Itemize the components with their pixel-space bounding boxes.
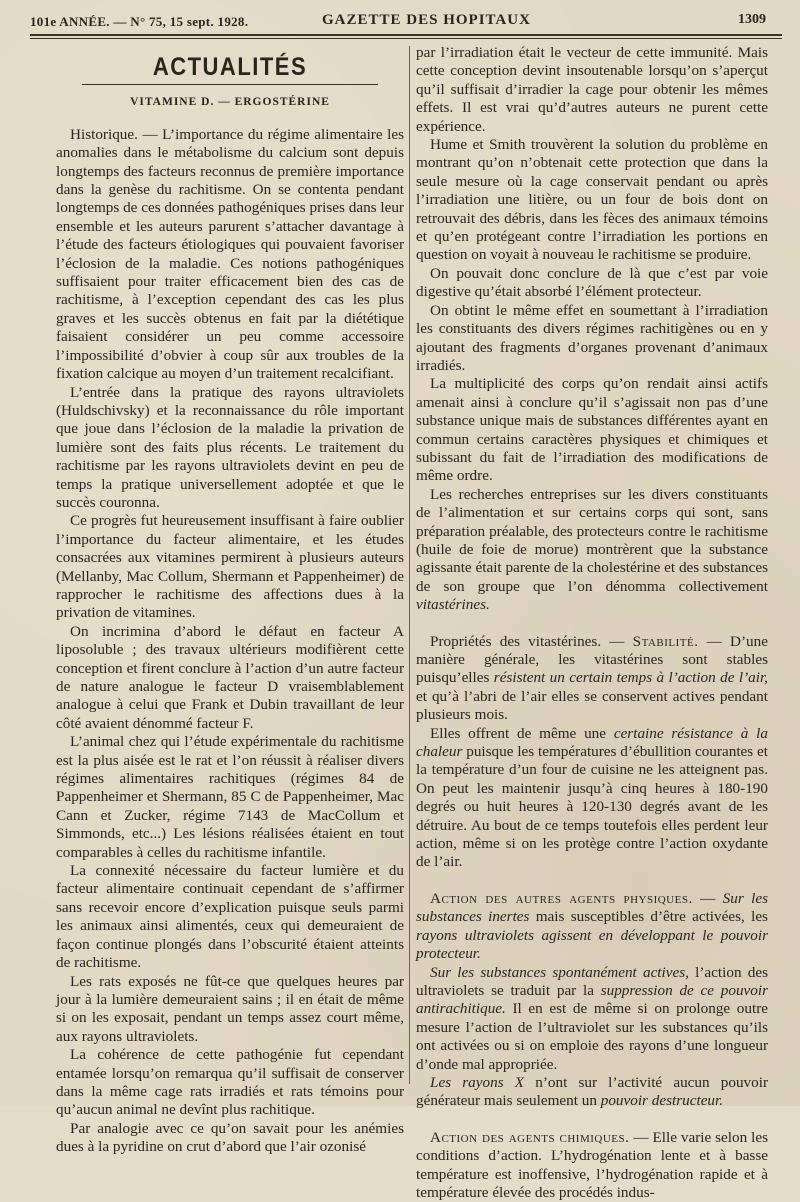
- paragraph: On obtint le même effet en soumettant à l’irradiation les constituants des divers régimes rachitigènes ou en y ajoutant des fragments d’organes provenant d’animaux irradiés.: [416, 301, 768, 374]
- paragraph: [416, 964, 768, 1074]
- paragraph-text: Les recherches entreprises sur les divers constituants de l’alimentation et sur certains corps qui sont, sans préparation préalable, des protecteurs contre le rachitisme (huile de foie de morue) montrèrent que la substance agissante était parente de la cholestérine et des substances de son groupe que l’on dénomma collectivement: [416, 485, 768, 595]
- paragraph: [416, 890, 768, 964]
- paragraph: La cohérence de cette pathogénie fut cependant entamée lorsqu’on remarqua qu’il suffisait de conserver dans la même cage rats irradiés et rats témoins pour qu’aucun animal ne devînt plus rachitique.: [56, 1046, 404, 1119]
- page-header: [30, 6, 782, 34]
- spacer: [416, 615, 768, 633]
- journal-title: GAZETTE DES HOPITAUX: [322, 12, 531, 28]
- paragraph: On incrimina d’abord le défaut en facteur A liposoluble ; des travaux ultérieurs modifièrent cette conception et firent conclure à l’action d’un autre facteur de nature analogue le facteur D vraisemblablement analogue à celui que Frank et Dubin travaillant de leur côté avaient dénommé facteur F.: [56, 622, 404, 732]
- left-column: [56, 44, 404, 1157]
- paragraph: Ce progrès fut heureusement insuffisant à faire oublier l’importance du facteur alimentaire, et les études consacrées aux vitamines permirent à plusieurs auteurs (Mellanby, Mac Collum, Shermann et Pappenheimer) de rapprocher le rachitisme des affections dues à la privation de vitamines.: [56, 512, 404, 622]
- emphasis: Sur les substances inertes: [416, 889, 768, 926]
- right-column: [416, 44, 768, 1202]
- paragraph: [416, 725, 768, 872]
- paragraph: La connexité nécessaire du facteur lumière et du facteur alimentaire continuait cependant de s’affirmer sans recevoir encore d’explication puisque seuls parmi les animaux ainsi alimentés, ceux qui demeuraient de façon continue plongés dans l’obscurité étaient atteints de rachitisme.: [56, 862, 404, 972]
- paragraph-text: Il en est de même si on prolonge outre mesure l’action de l’ultraviolet sur les substances qu’ils ont activées ou si on emploie des rayons d’une longueur d’onde mal appropriée.: [416, 1000, 768, 1073]
- paragraph-text: — Elle varie selon les conditions d’action. L’hydrogénation lente et à basse température est inoffensive, l’hydrogénation rapide et à température élevée des procédés indus-: [416, 1128, 768, 1201]
- paragraph: par l’irradiation était le vecteur de cette immunité. Mais cette conception devint insoutenable lorsqu’on s’aperçut qu’il suffisait d’irradier la cage pour obtenir les mêmes effets. Il est vrai qu’d’autres auteurs ne purent cette expérience.: [416, 44, 768, 135]
- paragraph: [416, 486, 768, 615]
- paragraph: Hume et Smith trouvèrent la solution du problème en montrant qu’on n’obtenait cette protection que dans la seule mesure où la cage conservait pendant ou après l’irradiation une litière, ou un four de bois dont on retrouvait des débris, dans les fèces des animaux témoins et qu’en protégeant contre l’irradiation les portions en question on voyait à nouveau le rachitisme se produire.: [416, 136, 768, 264]
- paragraph: La multiplicité des corps qu’on rendait ainsi actifs amenait ainsi à conclure qu’il s’agissait non pas d’une substance unique mais de substances différentes ayant en commun certains caractères physiques et chimiques et subissant du fait de l’irradiation des modifications de même ordre.: [416, 375, 768, 485]
- header-rule: [30, 34, 782, 36]
- emphasis: certaine résistance à la chaleur: [416, 724, 768, 761]
- paragraph: Les rats exposés ne fût-ce que quelques heures par jour à la lumière demeuraient sains ; il en était de même si on les exposait, pendant un temps assez court même, aux rayons ultraviolets.: [56, 972, 404, 1045]
- emphasis: rayons ultraviolets agissent en développant le pouvoir protecteur.: [416, 926, 768, 963]
- emphasis: suppression de ce pouvoir antirachitique.: [416, 981, 768, 1018]
- section-heading: Action des agents chimiques.: [430, 1128, 630, 1146]
- paragraph-text: n’ont sur l’activité aucun pouvoir générateur mais seulement un: [416, 1073, 769, 1110]
- header-rule-thin: [30, 38, 782, 39]
- paragraph-lead: Historique.: [70, 125, 138, 143]
- spacer: [416, 872, 768, 890]
- paragraph-text: puisque les températures d’ébullition courantes et la température d’un four de cuisine ne les atteignent pas. On peut les maintenir jusqu’à cinq heures à 180-190 degrés ou huit heures à 120-130 degrés avant de les détruire. Au bout de ce temps toutefois elles perdent leur action, même si on les protège contre l’action oxydante de l’air.: [416, 743, 768, 871]
- section-heading: Propriétés des vitastérines.: [430, 632, 602, 650]
- paragraph-text: Elles offrent de même une: [430, 724, 614, 742]
- paragraph-text: — L’importance du régime alimentaire les anomalies dans le métabolisme du calcium sont depuis longtemps des facteurs reconnus de première importance dans la genèse du rachitisme. On se contenta pendant longtemps de ces données pathogéniques prises dans leur ensemble et les auteurs parurent s’attacher davantage à l’étude des facteurs étiologiques qui pouvaient favoriser l’éclosion de la maladie. Ces notions pathogéniques suffisaient pour traiter efficacement bien des cas de rachitisme, à l’exception cependant des cas les plus graves et les succès obtenus en fait par la diététique faisaient considérer un peu comme accessoire l’impossibilité d’obvier à coup sûr aux troubles de la fixation calcique au moyen d’un traitement recalcifiant.: [56, 125, 404, 383]
- paragraph: Par analogie avec ce qu’on savait pour les anémies dues à la pyridine on crut d’abord que l’air ozonisé: [56, 1119, 404, 1156]
- paragraph-text: l’action des ultraviolets se traduit par la: [416, 963, 768, 999]
- paragraph: Propriétés des vitastérines. — Stabilité. — D’une manière générale, les vitastérines sont stables puisqu’elles résistent un certain temps à l’action de l’air, et qu’à l’abri de l’air elles se conservent actives pendant plusieurs mois.: [416, 632, 768, 724]
- article-subtitle: VITAMINE D. — ERGOSTÉRINE: [130, 96, 330, 109]
- emphasis: Sur les substances spontanément actives,: [430, 963, 689, 981]
- paragraph: [416, 1074, 768, 1111]
- paragraph: [56, 126, 404, 384]
- title-rule: [82, 84, 378, 85]
- subheading: Stabilité.: [632, 632, 699, 650]
- paragraph: L’animal chez qui l’étude expérimentale du rachitisme est la plus aisée est le rat et l’on réussit à réaliser divers régimes alimentaires rachitiques (régimes 84 de Pappenheimer et Shermann, 85 C de Pappenheimer, Mac Cann et Zucker, régime 7143 de MacCollum et Simmonds, etc...) Les lésions réalisées étaient en tout comparables à celles du rachitisme infantile.: [56, 733, 404, 861]
- column-divider: [409, 46, 410, 1084]
- issue-info: 101e ANNÉE. — N° 75, 15 sept. 1928.: [30, 14, 249, 29]
- section-heading: Action des autres agents physiques.: [430, 889, 693, 907]
- paragraph-text: et qu’à l’abri de l’air elles se conservent actives pendant plusieurs mois.: [416, 687, 768, 724]
- emphasis: résistent un certain temps à l’action de l’air,: [493, 669, 768, 687]
- spacer: [416, 1111, 768, 1129]
- page-number: 1309: [738, 12, 766, 27]
- paragraph-text: — D’une manière générale, les vitastérines sont stables puisqu’elles: [416, 632, 768, 687]
- paragraph-text: —: [692, 889, 723, 907]
- paragraph: L’entrée dans la pratique des rayons ultraviolets (Huldschivsky) et la reconnaissance du rôle important que joue dans l’éclosion de la maladie la privation de lumière sont des faits plus récents. Le traitement du rachitisme par les rayons ultraviolets devint en peu de temps la pratique universellement adoptée et que le succès couronna.: [56, 383, 404, 511]
- section-title: ACTUALITÉS: [152, 52, 308, 81]
- paragraph-text: mais susceptibles d’être activées, les: [529, 908, 768, 926]
- paragraph: On pouvait donc conclure de là que c’est par voie digestive qu’était absorbé l’élément protecteur.: [416, 264, 768, 301]
- emphasis: vitastérines.: [416, 596, 490, 614]
- emphasis: Les rayons X: [430, 1073, 525, 1091]
- paragraph: [416, 1129, 768, 1202]
- emphasis: pouvoir destructeur.: [600, 1092, 724, 1110]
